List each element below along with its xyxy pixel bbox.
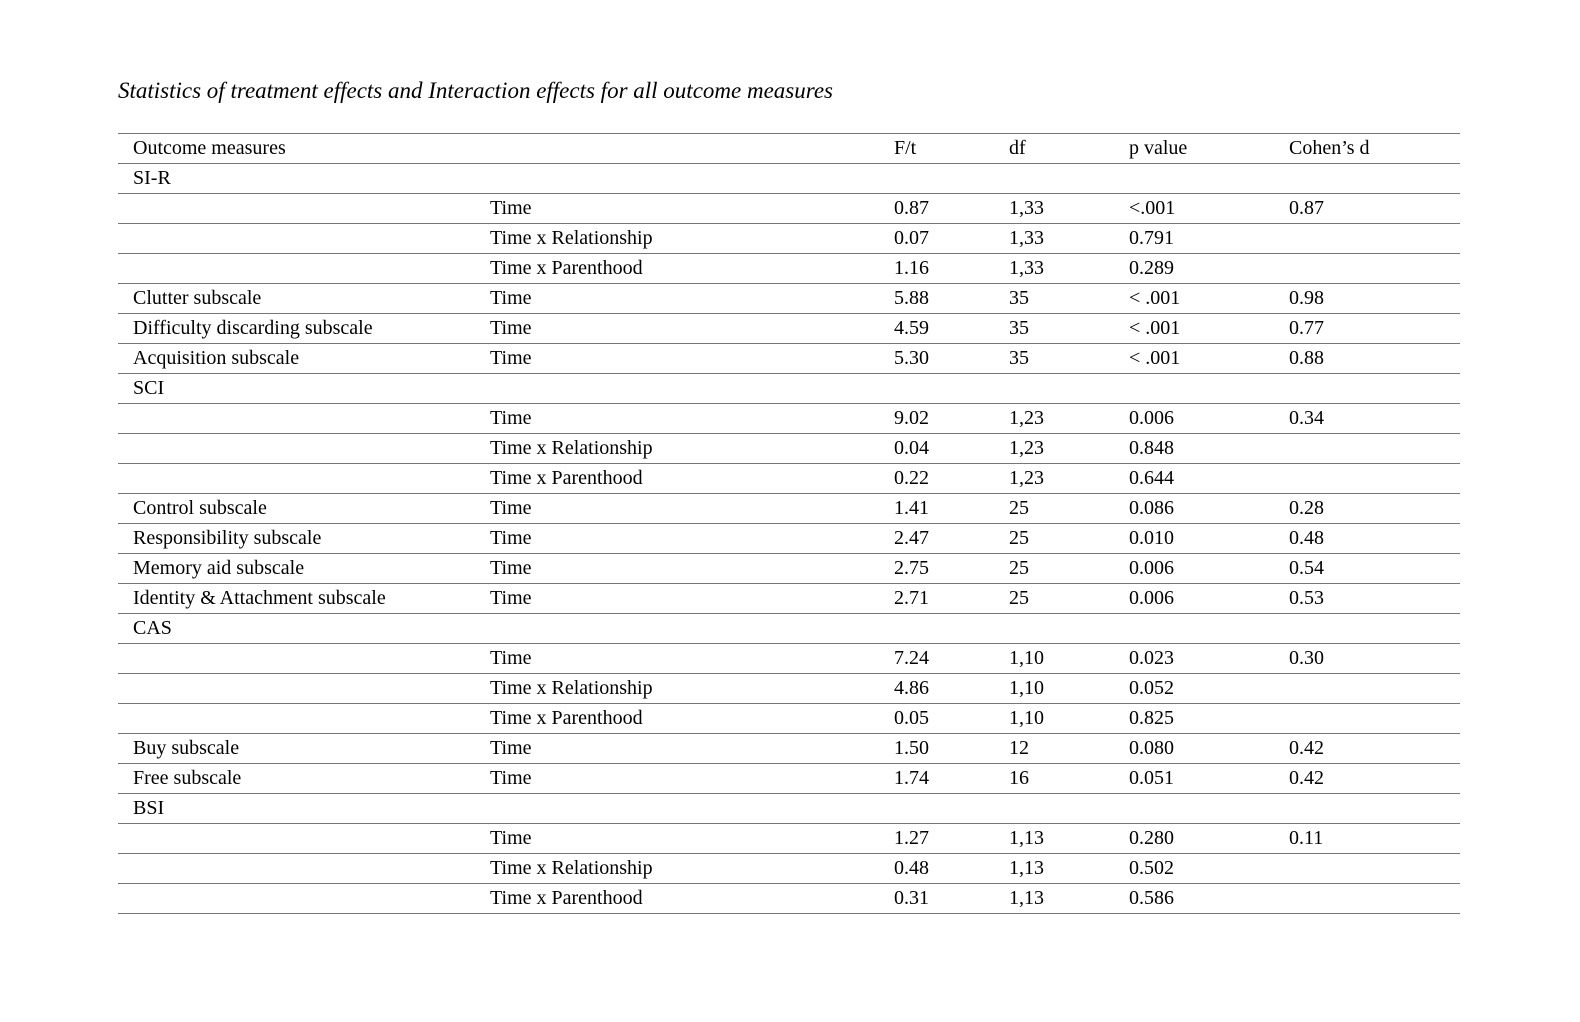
- cell-p: 0.644: [1114, 464, 1274, 494]
- cell-d: 0.42: [1274, 734, 1460, 764]
- cell-effect: Time: [475, 494, 879, 524]
- cell-ft: 0.07: [879, 224, 994, 254]
- cell-effect: Time: [475, 404, 879, 434]
- cell-effect: Time x Relationship: [475, 854, 879, 884]
- cell-measure: [118, 254, 475, 284]
- cell-df: 1,10: [994, 644, 1114, 674]
- cell-df: 25: [994, 554, 1114, 584]
- table-row: [118, 704, 1460, 734]
- table-row: [118, 674, 1460, 704]
- cell-effect: Time: [475, 644, 879, 674]
- header-ft: F/t: [879, 134, 994, 164]
- cell-df: [994, 374, 1114, 404]
- cell-ft: 0.48: [879, 854, 994, 884]
- table-row: [118, 824, 1460, 854]
- cell-measure: [118, 464, 475, 494]
- table-row: [118, 764, 1460, 794]
- cell-df: 35: [994, 284, 1114, 314]
- cell-p: [1114, 374, 1274, 404]
- cell-ft: 1.27: [879, 824, 994, 854]
- statistics-table: [118, 133, 1460, 914]
- cell-measure: [118, 884, 475, 914]
- cell-ft: 0.05: [879, 704, 994, 734]
- cell-df: 12: [994, 734, 1114, 764]
- cell-d: [1274, 164, 1460, 194]
- cell-effect: Time: [475, 344, 879, 374]
- cell-effect: Time x Relationship: [475, 674, 879, 704]
- cell-p: < .001: [1114, 284, 1274, 314]
- cell-p: 0.006: [1114, 404, 1274, 434]
- table-row: [118, 884, 1460, 914]
- cell-d: [1274, 854, 1460, 884]
- cell-measure: [118, 194, 475, 224]
- cell-ft: 1.74: [879, 764, 994, 794]
- cell-ft: [879, 614, 994, 644]
- cell-measure: BSI: [118, 794, 475, 824]
- cell-d: 0.53: [1274, 584, 1460, 614]
- cell-df: 25: [994, 524, 1114, 554]
- cell-measure: [118, 404, 475, 434]
- cell-d: 0.34: [1274, 404, 1460, 434]
- cell-measure: [118, 224, 475, 254]
- cell-d: 0.42: [1274, 764, 1460, 794]
- table-row: [118, 434, 1460, 464]
- cell-d: [1274, 884, 1460, 914]
- cell-effect: Time: [475, 284, 879, 314]
- table-row: [118, 854, 1460, 884]
- cell-d: 0.30: [1274, 644, 1460, 674]
- cell-df: 1,33: [994, 224, 1114, 254]
- cell-d: 0.98: [1274, 284, 1460, 314]
- cell-measure: [118, 854, 475, 884]
- cell-ft: [879, 374, 994, 404]
- cell-p: 0.280: [1114, 824, 1274, 854]
- cell-df: 1,13: [994, 884, 1114, 914]
- cell-d: 0.11: [1274, 824, 1460, 854]
- cell-df: [994, 614, 1114, 644]
- cell-p: 0.080: [1114, 734, 1274, 764]
- cell-measure: Responsibility subscale: [118, 524, 475, 554]
- cell-df: 16: [994, 764, 1114, 794]
- table-row: [118, 524, 1460, 554]
- cell-effect: Time x Parenthood: [475, 704, 879, 734]
- cell-p: < .001: [1114, 314, 1274, 344]
- table-row: [118, 464, 1460, 494]
- cell-ft: [879, 794, 994, 824]
- cell-measure: Memory aid subscale: [118, 554, 475, 584]
- cell-effect: [475, 374, 879, 404]
- cell-ft: 4.86: [879, 674, 994, 704]
- cell-d: [1274, 464, 1460, 494]
- cell-measure: [118, 824, 475, 854]
- header-outcome-measures: Outcome measures: [118, 134, 475, 164]
- cell-ft: 1.41: [879, 494, 994, 524]
- cell-p: 0.006: [1114, 554, 1274, 584]
- table-title: Statistics of treatment effects and Interaction effects for all outcome measures: [118, 78, 833, 103]
- cell-effect: Time: [475, 824, 879, 854]
- cell-p: < .001: [1114, 344, 1274, 374]
- cell-df: 35: [994, 314, 1114, 344]
- cell-effect: Time: [475, 194, 879, 224]
- cell-df: 35: [994, 344, 1114, 374]
- cell-p: [1114, 164, 1274, 194]
- cell-d: 0.48: [1274, 524, 1460, 554]
- cell-df: 25: [994, 584, 1114, 614]
- cell-effect: Time x Parenthood: [475, 464, 879, 494]
- cell-measure: Free subscale: [118, 764, 475, 794]
- section-row: [118, 794, 1460, 824]
- table-row: [118, 554, 1460, 584]
- cell-d: 0.28: [1274, 494, 1460, 524]
- cell-d: 0.87: [1274, 194, 1460, 224]
- cell-p: [1114, 794, 1274, 824]
- cell-effect: Time x Parenthood: [475, 884, 879, 914]
- cell-d: 0.77: [1274, 314, 1460, 344]
- cell-p: 0.825: [1114, 704, 1274, 734]
- cell-df: [994, 794, 1114, 824]
- cell-measure: SCI: [118, 374, 475, 404]
- cell-effect: [475, 614, 879, 644]
- cell-measure: CAS: [118, 614, 475, 644]
- cell-d: [1274, 434, 1460, 464]
- table-row: [118, 584, 1460, 614]
- cell-p: 0.289: [1114, 254, 1274, 284]
- cell-p: 0.010: [1114, 524, 1274, 554]
- table-row: [118, 224, 1460, 254]
- section-row: [118, 614, 1460, 644]
- cell-measure: Difficulty discarding subscale: [118, 314, 475, 344]
- table-row: [118, 404, 1460, 434]
- table-row: [118, 194, 1460, 224]
- cell-ft: 0.87: [879, 194, 994, 224]
- cell-ft: 2.47: [879, 524, 994, 554]
- cell-df: 1,23: [994, 434, 1114, 464]
- cell-d: [1274, 224, 1460, 254]
- cell-df: 1,10: [994, 674, 1114, 704]
- cell-df: 1,33: [994, 194, 1114, 224]
- cell-effect: Time x Relationship: [475, 224, 879, 254]
- cell-d: [1274, 614, 1460, 644]
- cell-d: 0.54: [1274, 554, 1460, 584]
- cell-measure: Clutter subscale: [118, 284, 475, 314]
- cell-ft: 0.04: [879, 434, 994, 464]
- cell-ft: 1.16: [879, 254, 994, 284]
- table-row: [118, 494, 1460, 524]
- cell-p: [1114, 614, 1274, 644]
- cell-p: 0.502: [1114, 854, 1274, 884]
- cell-p: 0.023: [1114, 644, 1274, 674]
- table-row: [118, 314, 1460, 344]
- header-effect: [475, 134, 879, 164]
- cell-measure: Acquisition subscale: [118, 344, 475, 374]
- cell-measure: Identity & Attachment subscale: [118, 584, 475, 614]
- cell-effect: Time x Parenthood: [475, 254, 879, 284]
- header-row: [118, 134, 1460, 164]
- cell-effect: Time: [475, 554, 879, 584]
- table-row: [118, 344, 1460, 374]
- cell-effect: [475, 794, 879, 824]
- section-row: [118, 374, 1460, 404]
- cell-df: 1,13: [994, 854, 1114, 884]
- table-body: [118, 164, 1460, 914]
- cell-d: 0.88: [1274, 344, 1460, 374]
- cell-effect: Time: [475, 734, 879, 764]
- cell-effect: Time: [475, 314, 879, 344]
- cell-p: 0.791: [1114, 224, 1274, 254]
- header-df: df: [994, 134, 1114, 164]
- cell-ft: [879, 164, 994, 194]
- cell-ft: 0.31: [879, 884, 994, 914]
- cell-p: <.001: [1114, 194, 1274, 224]
- cell-measure: [118, 644, 475, 674]
- cell-measure: SI-R: [118, 164, 475, 194]
- cell-ft: 4.59: [879, 314, 994, 344]
- cell-df: [994, 164, 1114, 194]
- table-row: [118, 284, 1460, 314]
- cell-ft: 5.88: [879, 284, 994, 314]
- header-cohens-d: Cohen’s d: [1274, 134, 1460, 164]
- cell-p: 0.848: [1114, 434, 1274, 464]
- section-row: [118, 164, 1460, 194]
- cell-ft: 5.30: [879, 344, 994, 374]
- cell-df: 25: [994, 494, 1114, 524]
- cell-d: [1274, 374, 1460, 404]
- cell-df: 1,33: [994, 254, 1114, 284]
- cell-effect: Time: [475, 764, 879, 794]
- cell-measure: Buy subscale: [118, 734, 475, 764]
- cell-ft: 1.50: [879, 734, 994, 764]
- table-row: [118, 644, 1460, 674]
- cell-d: [1274, 674, 1460, 704]
- cell-effect: Time: [475, 524, 879, 554]
- cell-d: [1274, 794, 1460, 824]
- cell-p: 0.051: [1114, 764, 1274, 794]
- cell-p: 0.052: [1114, 674, 1274, 704]
- cell-ft: 2.71: [879, 584, 994, 614]
- cell-ft: 2.75: [879, 554, 994, 584]
- cell-ft: 9.02: [879, 404, 994, 434]
- cell-effect: [475, 164, 879, 194]
- cell-p: 0.006: [1114, 584, 1274, 614]
- cell-d: [1274, 704, 1460, 734]
- cell-effect: Time: [475, 584, 879, 614]
- cell-measure: [118, 674, 475, 704]
- cell-df: 1,23: [994, 404, 1114, 434]
- cell-p: 0.586: [1114, 884, 1274, 914]
- header-p-value: p value: [1114, 134, 1274, 164]
- cell-ft: 7.24: [879, 644, 994, 674]
- cell-measure: [118, 704, 475, 734]
- cell-measure: Control subscale: [118, 494, 475, 524]
- cell-p: 0.086: [1114, 494, 1274, 524]
- table-row: [118, 254, 1460, 284]
- cell-d: [1274, 254, 1460, 284]
- cell-df: 1,10: [994, 704, 1114, 734]
- cell-effect: Time x Relationship: [475, 434, 879, 464]
- table-row: [118, 734, 1460, 764]
- cell-df: 1,23: [994, 464, 1114, 494]
- cell-ft: 0.22: [879, 464, 994, 494]
- cell-df: 1,13: [994, 824, 1114, 854]
- cell-measure: [118, 434, 475, 464]
